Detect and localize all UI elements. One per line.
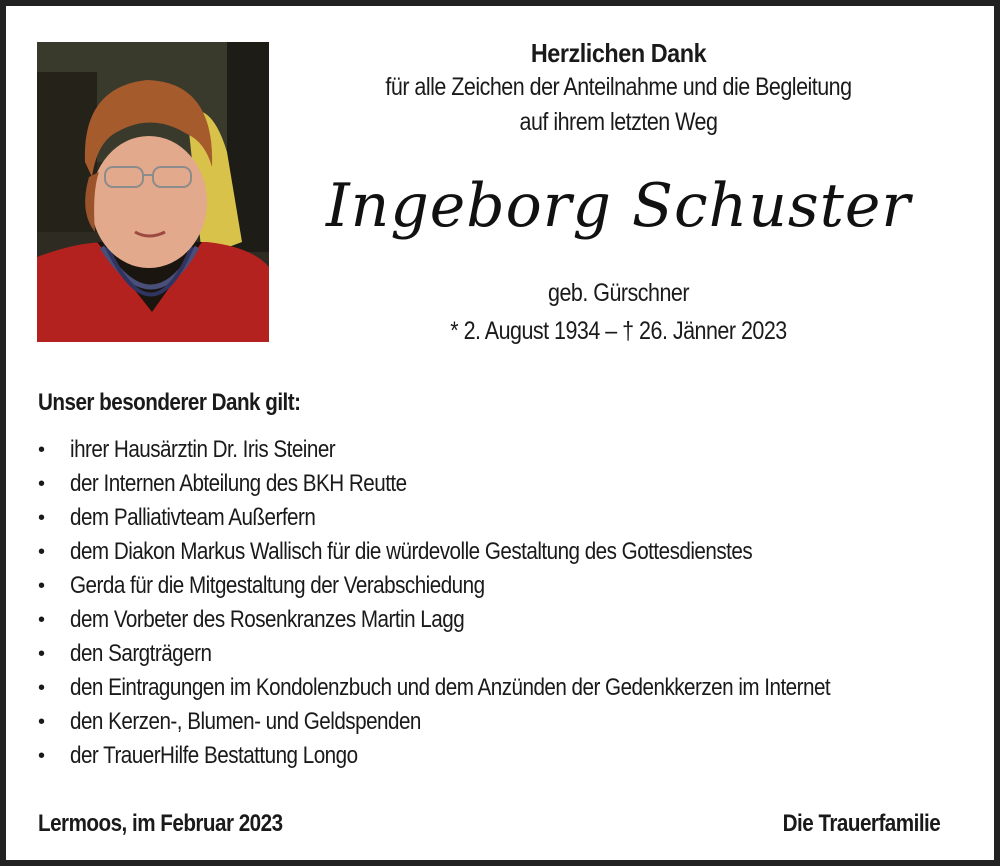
list-item-text: den Kerzen-, Blumen- und Geldspenden bbox=[70, 708, 421, 735]
bullet-icon: • bbox=[38, 609, 45, 631]
list-item-text: dem Diakon Markus Wallisch für die würdevolle Gestaltung des Gottesdienstes bbox=[70, 538, 753, 565]
bullet-icon: • bbox=[38, 643, 45, 665]
bullet-icon: • bbox=[38, 745, 45, 767]
bullet-icon: • bbox=[38, 507, 45, 529]
list-item-text: dem Vorbeter des Rosenkranzes Martin Lagg bbox=[70, 606, 465, 633]
list-item-text: der TrauerHilfe Bestattung Longo bbox=[70, 742, 358, 769]
list-item-text: dem Palliativteam Außerfern bbox=[70, 504, 316, 531]
bullet-icon: • bbox=[38, 677, 45, 699]
bullet-icon: • bbox=[38, 711, 45, 733]
list-item-text: den Sargträgern bbox=[70, 640, 212, 667]
bullet-icon: • bbox=[38, 541, 45, 563]
deceased-name: Ingeborg Schuster bbox=[325, 171, 912, 241]
place-date: Lermoos, im Februar 2023 bbox=[38, 810, 283, 837]
header bbox=[296, 36, 941, 140]
header-line-2: auf ihrem letzten Weg bbox=[519, 108, 718, 136]
header-title: Herzlichen Dank bbox=[530, 38, 707, 68]
thanks-heading: Unser besonderer Dank gilt: bbox=[38, 389, 301, 416]
list-item-text: der Internen Abteilung des BKH Reutte bbox=[70, 470, 407, 497]
list-item-text: ihrer Hausärztin Dr. Iris Steiner bbox=[70, 436, 336, 463]
birth-death-dates: * 2. August 1934 – † 26. Jänner 2023 bbox=[450, 317, 787, 345]
bullet-icon: • bbox=[38, 439, 45, 461]
life-dates bbox=[296, 274, 941, 350]
portrait-photo bbox=[37, 42, 269, 342]
header-line-1: für alle Zeichen der Anteilnahme und die Begleitung bbox=[385, 73, 852, 101]
maiden-name: geb. Gürschner bbox=[548, 279, 689, 307]
signature: Die Trauerfamilie bbox=[782, 810, 940, 837]
list-item-text: den Eintragungen im Kondolenzbuch und dem Anzünden der Gedenkkerzen im Internet bbox=[70, 674, 831, 701]
bullet-icon: • bbox=[38, 473, 45, 495]
list-item-text: Gerda für die Mitgestaltung der Verabschiedung bbox=[70, 572, 485, 599]
bullet-icon: • bbox=[38, 575, 45, 597]
